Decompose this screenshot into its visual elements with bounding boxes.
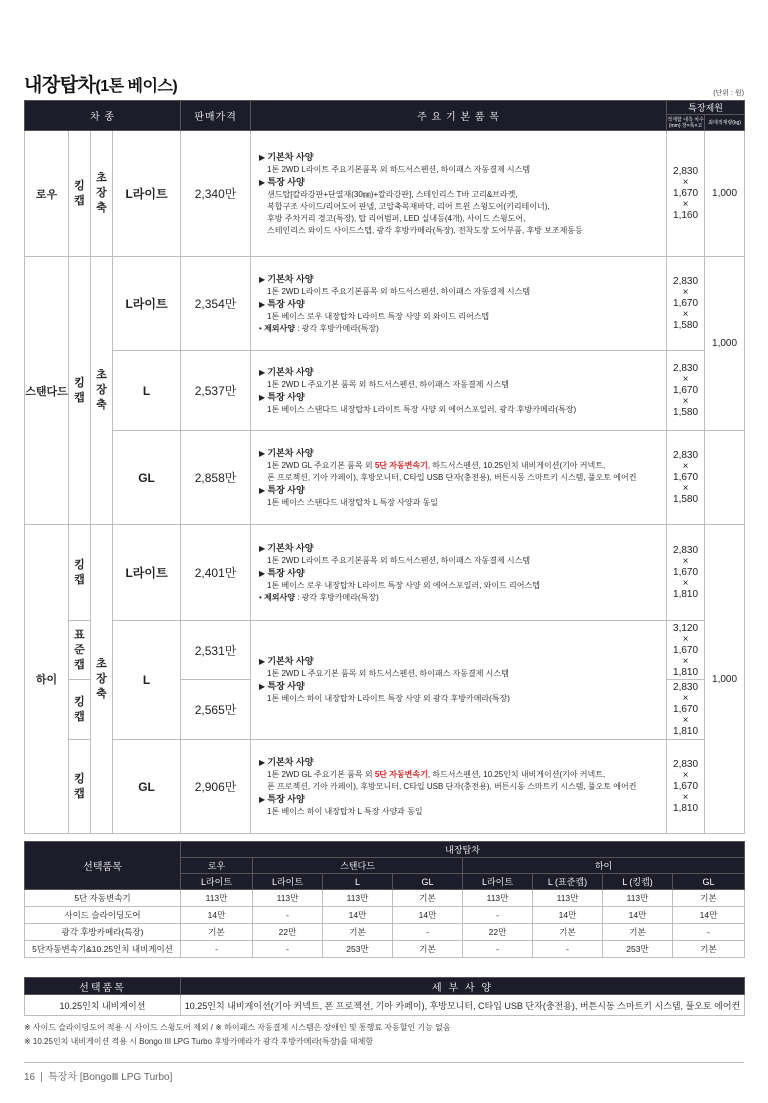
option-type: 하이	[463, 858, 745, 874]
dimensions: 2,830 × 1,670 × 1,810	[667, 740, 705, 834]
group-high: 하이	[25, 525, 69, 834]
option-name: 5단 자동변속기	[25, 890, 181, 907]
option-price: 14만	[673, 907, 745, 924]
option-type: 로우	[181, 858, 253, 874]
feature-heading: ▶ 특장 사양	[259, 567, 660, 580]
option-price: -	[533, 941, 603, 958]
table-row	[25, 890, 745, 907]
table-row	[25, 525, 745, 621]
features	[251, 431, 667, 525]
option-trim: L (표준캡)	[533, 874, 603, 890]
table-row	[25, 907, 745, 924]
header-spec: 특장제원	[667, 101, 745, 115]
feature-heading: ▶ 특장 사양	[259, 391, 660, 404]
option-trim: L (킹캡)	[603, 874, 673, 890]
feature-line: 후방 주차거리 경고(특장), 탑 리어범퍼, LED 실내등(4개), 사이드 스윙도어,	[267, 213, 526, 223]
group-standard: 스탠다드	[25, 257, 69, 525]
payload: 1,000	[705, 257, 745, 431]
feature-heading: ▶ 특장 사양	[259, 793, 660, 806]
option-price: 기본	[393, 890, 463, 907]
feature-heading: ▶ 기본차 사양	[259, 273, 660, 286]
price: 2,906만	[181, 740, 251, 834]
cab-label: 킹캡	[69, 525, 91, 621]
note: ※ 사이드 슬라이딩도어 적용 시 사이드 스윙도어 제외 / ※ 하이패스 자동결제 시스템은 장애인 및 통행료 자동할인 기능 없음	[24, 1023, 451, 1032]
group-low: 로우	[25, 131, 69, 257]
option-name: 10.25인치 내비게이션	[25, 995, 181, 1016]
option-price: 253만	[323, 941, 393, 958]
cab-label: 킹캡	[69, 740, 91, 834]
option-price: 113만	[323, 890, 393, 907]
feature-line: 폰 프로젝션, 기아 카페이), 후방모니터, C타입 USB 단자(충전용), 버튼시동 스마트키 시스템, 풀오토 에어컨	[267, 781, 637, 791]
excluded-spec: • 제외사양 : 광각 후방카메라(특장)	[259, 592, 660, 604]
trim-label: L라이트	[113, 525, 181, 621]
option-price: 14만	[603, 907, 673, 924]
feature-line: 1톤 베이스 스탠다드 내장탑차 L라이트 특장 사양 외 에어스포일러, 광각 후방카메라(특장)	[267, 404, 577, 414]
footer-divider	[24, 1062, 744, 1063]
option-price: 기본	[533, 924, 603, 941]
option-price: 기본	[673, 941, 745, 958]
options-item-header: 선택품목	[25, 842, 181, 890]
option-price: 14만	[393, 907, 463, 924]
feature-line: 1톤 2WD GL 주요기본 품목 외 5단 자동변속기, 하드서스펜션, 10.25인치 내비게이션(기아 커넥트,	[267, 460, 606, 470]
option-price: -	[181, 941, 253, 958]
feature-line: 1톤 베이스 스탠다드 내장탑차 L 특장 사양과 동일	[267, 497, 439, 507]
payload: 1,000	[705, 525, 745, 834]
table-row	[25, 257, 745, 351]
feature-line: 1톤 베이스 하이 내장탑차 L 특장 사양과 동일	[267, 806, 423, 816]
feature-line: 1톤 베이스 하이 내장탑차 L라이트 특장 사양 외 광각 후방카메라(특장)	[267, 694, 510, 703]
dimensions: 2,830 × 1,670 × 1,580	[667, 431, 705, 525]
table-row	[25, 924, 745, 941]
feature-line: 1톤 2WD L 주요기본 품목 외 하드서스펜션, 하이패스 자동결제 시스템	[267, 669, 509, 678]
option-price: -	[253, 941, 323, 958]
feature-heading: ▶ 특장 사양	[259, 298, 660, 311]
feature-line: 폰 프로젝션, 기아 카페이), 후방모니터, C타입 USB 단자(충전용), 버튼시동 스마트키 시스템, 풀오토 에어컨	[267, 472, 637, 482]
option-type: 스탠다드	[253, 858, 463, 874]
features	[251, 257, 667, 351]
note: ※ 10.25인치 내비게이션 적용 시 Bongo III LPG Turbo 후방카메라가 광각 후방카메라(특장)를 대체함	[24, 1037, 374, 1046]
notes	[24, 1021, 451, 1049]
option-trim: GL	[673, 874, 745, 890]
price: 2,565만	[181, 680, 251, 740]
option-price: 기본	[603, 924, 673, 941]
axle-label: 초장축	[91, 257, 113, 525]
features	[251, 525, 667, 621]
dimensions: 3,120 × 1,670 × 1,810	[667, 621, 705, 680]
dimensions: 2,830 × 1,670 × 1,580	[667, 351, 705, 431]
payload-empty	[705, 431, 745, 525]
option-price: 14만	[533, 907, 603, 924]
excluded-spec: • 제외사양 : 광각 후방카메라(특장)	[259, 323, 660, 335]
feature-line: 복합구조 사이드/리어도어 판넬, 고압축목재바닥, 리어 트윈 스윙도어(키리테이너),	[267, 201, 550, 211]
option-price: -	[673, 924, 745, 941]
option-price: -	[463, 907, 533, 924]
options-group-header: 내장탑차	[181, 842, 745, 858]
option-name: 광각 후방카메라(특장)	[25, 924, 181, 941]
features	[251, 351, 667, 431]
table-row	[25, 131, 745, 257]
option-price: 기본	[393, 941, 463, 958]
cab-label: 킹캡	[69, 257, 91, 525]
options-table	[24, 841, 745, 958]
feature-line: 1톤 2WD L라이트 주요기본품목 외 하드서스펜션, 하이패스 자동결제 시스템	[267, 164, 531, 174]
header-payload: 최대적재량(kg)	[705, 115, 745, 131]
title-sub: (1톤 베이스)	[95, 78, 178, 95]
feature-line: 1톤 2WD L라이트 주요기본품목 외 하드서스펜션, 하이패스 자동결제 시스템	[267, 555, 531, 565]
features	[251, 740, 667, 834]
option-price: -	[393, 924, 463, 941]
feature-line: 스테인리스 와이드 사이드스텝, 광각 후방카메라(특장), 전착도장 도어부품, 후방 보조제동등	[267, 225, 583, 235]
price: 2,340만	[181, 131, 251, 257]
feature-heading: ▶ 기본차 사양	[259, 366, 660, 379]
features	[251, 621, 667, 740]
option-price: 253만	[603, 941, 673, 958]
title-main: 내장탑차	[24, 75, 96, 96]
option-price: 22만	[253, 924, 323, 941]
option-trim: L라이트	[253, 874, 323, 890]
option-price: 113만	[603, 890, 673, 907]
option-trim: L라이트	[181, 874, 253, 890]
table-row	[25, 740, 745, 834]
dimensions: 2,830 × 1,670 × 1,810	[667, 680, 705, 740]
cab-label: 표준캡	[69, 621, 91, 680]
feature-line: 1톤 2WD L 주요기본 품목 외 하드서스펜션, 하이패스 자동결제 시스템	[267, 379, 509, 389]
dimensions: 2,830 × 1,670 × 1,580	[667, 257, 705, 351]
option-price: 113만	[463, 890, 533, 907]
header-dims: 적재함 내측 치수(mm) 장×폭×고	[667, 116, 704, 129]
table-row	[25, 941, 745, 958]
option-price: 113만	[181, 890, 253, 907]
trim-label: GL	[113, 431, 181, 525]
option-price: 113만	[533, 890, 603, 907]
trim-label: L	[113, 621, 181, 740]
price: 2,537만	[181, 351, 251, 431]
options2-item-header: 선택품목	[25, 978, 181, 995]
options2-detail-header: 세 부 사 양	[181, 978, 745, 995]
option-price: 113만	[253, 890, 323, 907]
dimensions: 2,830 × 1,670 × 1,810	[667, 525, 705, 621]
table-row	[25, 621, 745, 680]
option-trim: L	[323, 874, 393, 890]
option-price: 22만	[463, 924, 533, 941]
cab-label: 킹캡	[69, 680, 91, 740]
feature-line: 샌드탑[칼라강판+단열재(30㎜)+칼라강판], 스테인리스 T바 고리&브라켓,	[267, 189, 518, 199]
feature-heading: ▶ 특장 사양	[259, 484, 660, 497]
trim-label: L	[113, 351, 181, 431]
axle-label: 초장축	[91, 525, 113, 834]
header-vehicle: 차 종	[25, 101, 181, 131]
header-features: 주 요 기 본 품 목	[251, 101, 667, 131]
option-price: 14만	[181, 907, 253, 924]
features	[251, 131, 667, 257]
feature-heading: ▶ 특장 사양	[259, 680, 660, 693]
feature-line: 1톤 2WD GL 주요기본 품목 외 5단 자동변속기, 하드서스펜션, 10.25인치 내비게이션(기아 커넥트,	[267, 769, 606, 779]
footer-text: 특장차 [BongoⅢ LPG Turbo]	[48, 1072, 173, 1083]
option-price: 기본	[181, 924, 253, 941]
feature-line: 1톤 2WD L라이트 주요기본품목 외 하드서스펜션, 하이패스 자동결제 시스템	[267, 286, 531, 296]
feature-heading: ▶ 기본차 사양	[259, 151, 660, 164]
page-title	[24, 70, 177, 97]
spec-table	[24, 100, 745, 834]
price: 2,401만	[181, 525, 251, 621]
page-number: 16	[24, 1072, 36, 1083]
unit-label: (단위 : 원)	[713, 90, 744, 97]
feature-heading: ▶ 기본차 사양	[259, 542, 660, 555]
price: 2,858만	[181, 431, 251, 525]
feature-heading: ▶ 기본차 사양	[259, 447, 660, 460]
feature-line: 1톤 베이스 로우 내장탑차 L라이트 특장 사양 외 와이드 리어스텝	[267, 311, 490, 321]
option-detail: 10.25인치 내비게이션(기아 커넥트, 폰 프로젝션, 기아 카페이), 후방모니터, C타입 USB 단자(충전용), 버튼시동 스마트키 시스템, 풀오토 에어컨	[181, 995, 745, 1016]
option-price: -	[253, 907, 323, 924]
option-price: 14만	[323, 907, 393, 924]
option-trim: GL	[393, 874, 463, 890]
table-row	[25, 351, 745, 431]
option-price: 기본	[673, 890, 745, 907]
price: 2,354만	[181, 257, 251, 351]
trim-label: L라이트	[113, 131, 181, 257]
table-row	[25, 431, 745, 525]
trim-label: GL	[113, 740, 181, 834]
footer	[24, 1068, 172, 1083]
trim-label: L라이트	[113, 257, 181, 351]
feature-heading: ▶ 특장 사양	[259, 176, 660, 189]
options-detail-table	[24, 977, 745, 1016]
feature-heading: ▶ 기본차 사양	[259, 756, 660, 769]
feature-line: 1톤 베이스 로우 내장탑차 L라이트 특장 사양 외 에어스포일러, 와이드 리어스텝	[267, 580, 540, 590]
price: 2,531만	[181, 621, 251, 680]
option-trim: L라이트	[463, 874, 533, 890]
header-price: 판매가격	[181, 101, 251, 131]
dimensions: 2,830 × 1,670 × 1,160	[667, 131, 705, 257]
option-price: -	[463, 941, 533, 958]
cab-label: 킹캡	[69, 131, 91, 257]
payload: 1,000	[705, 131, 745, 257]
feature-heading: ▶ 기본차 사양	[259, 655, 660, 668]
option-name: 5단자동변속기&10.25인치 내비게이션	[25, 941, 181, 958]
option-price: 기본	[323, 924, 393, 941]
option-name: 사이드 슬라이딩도어	[25, 907, 181, 924]
axle-label: 초장축	[91, 131, 113, 257]
